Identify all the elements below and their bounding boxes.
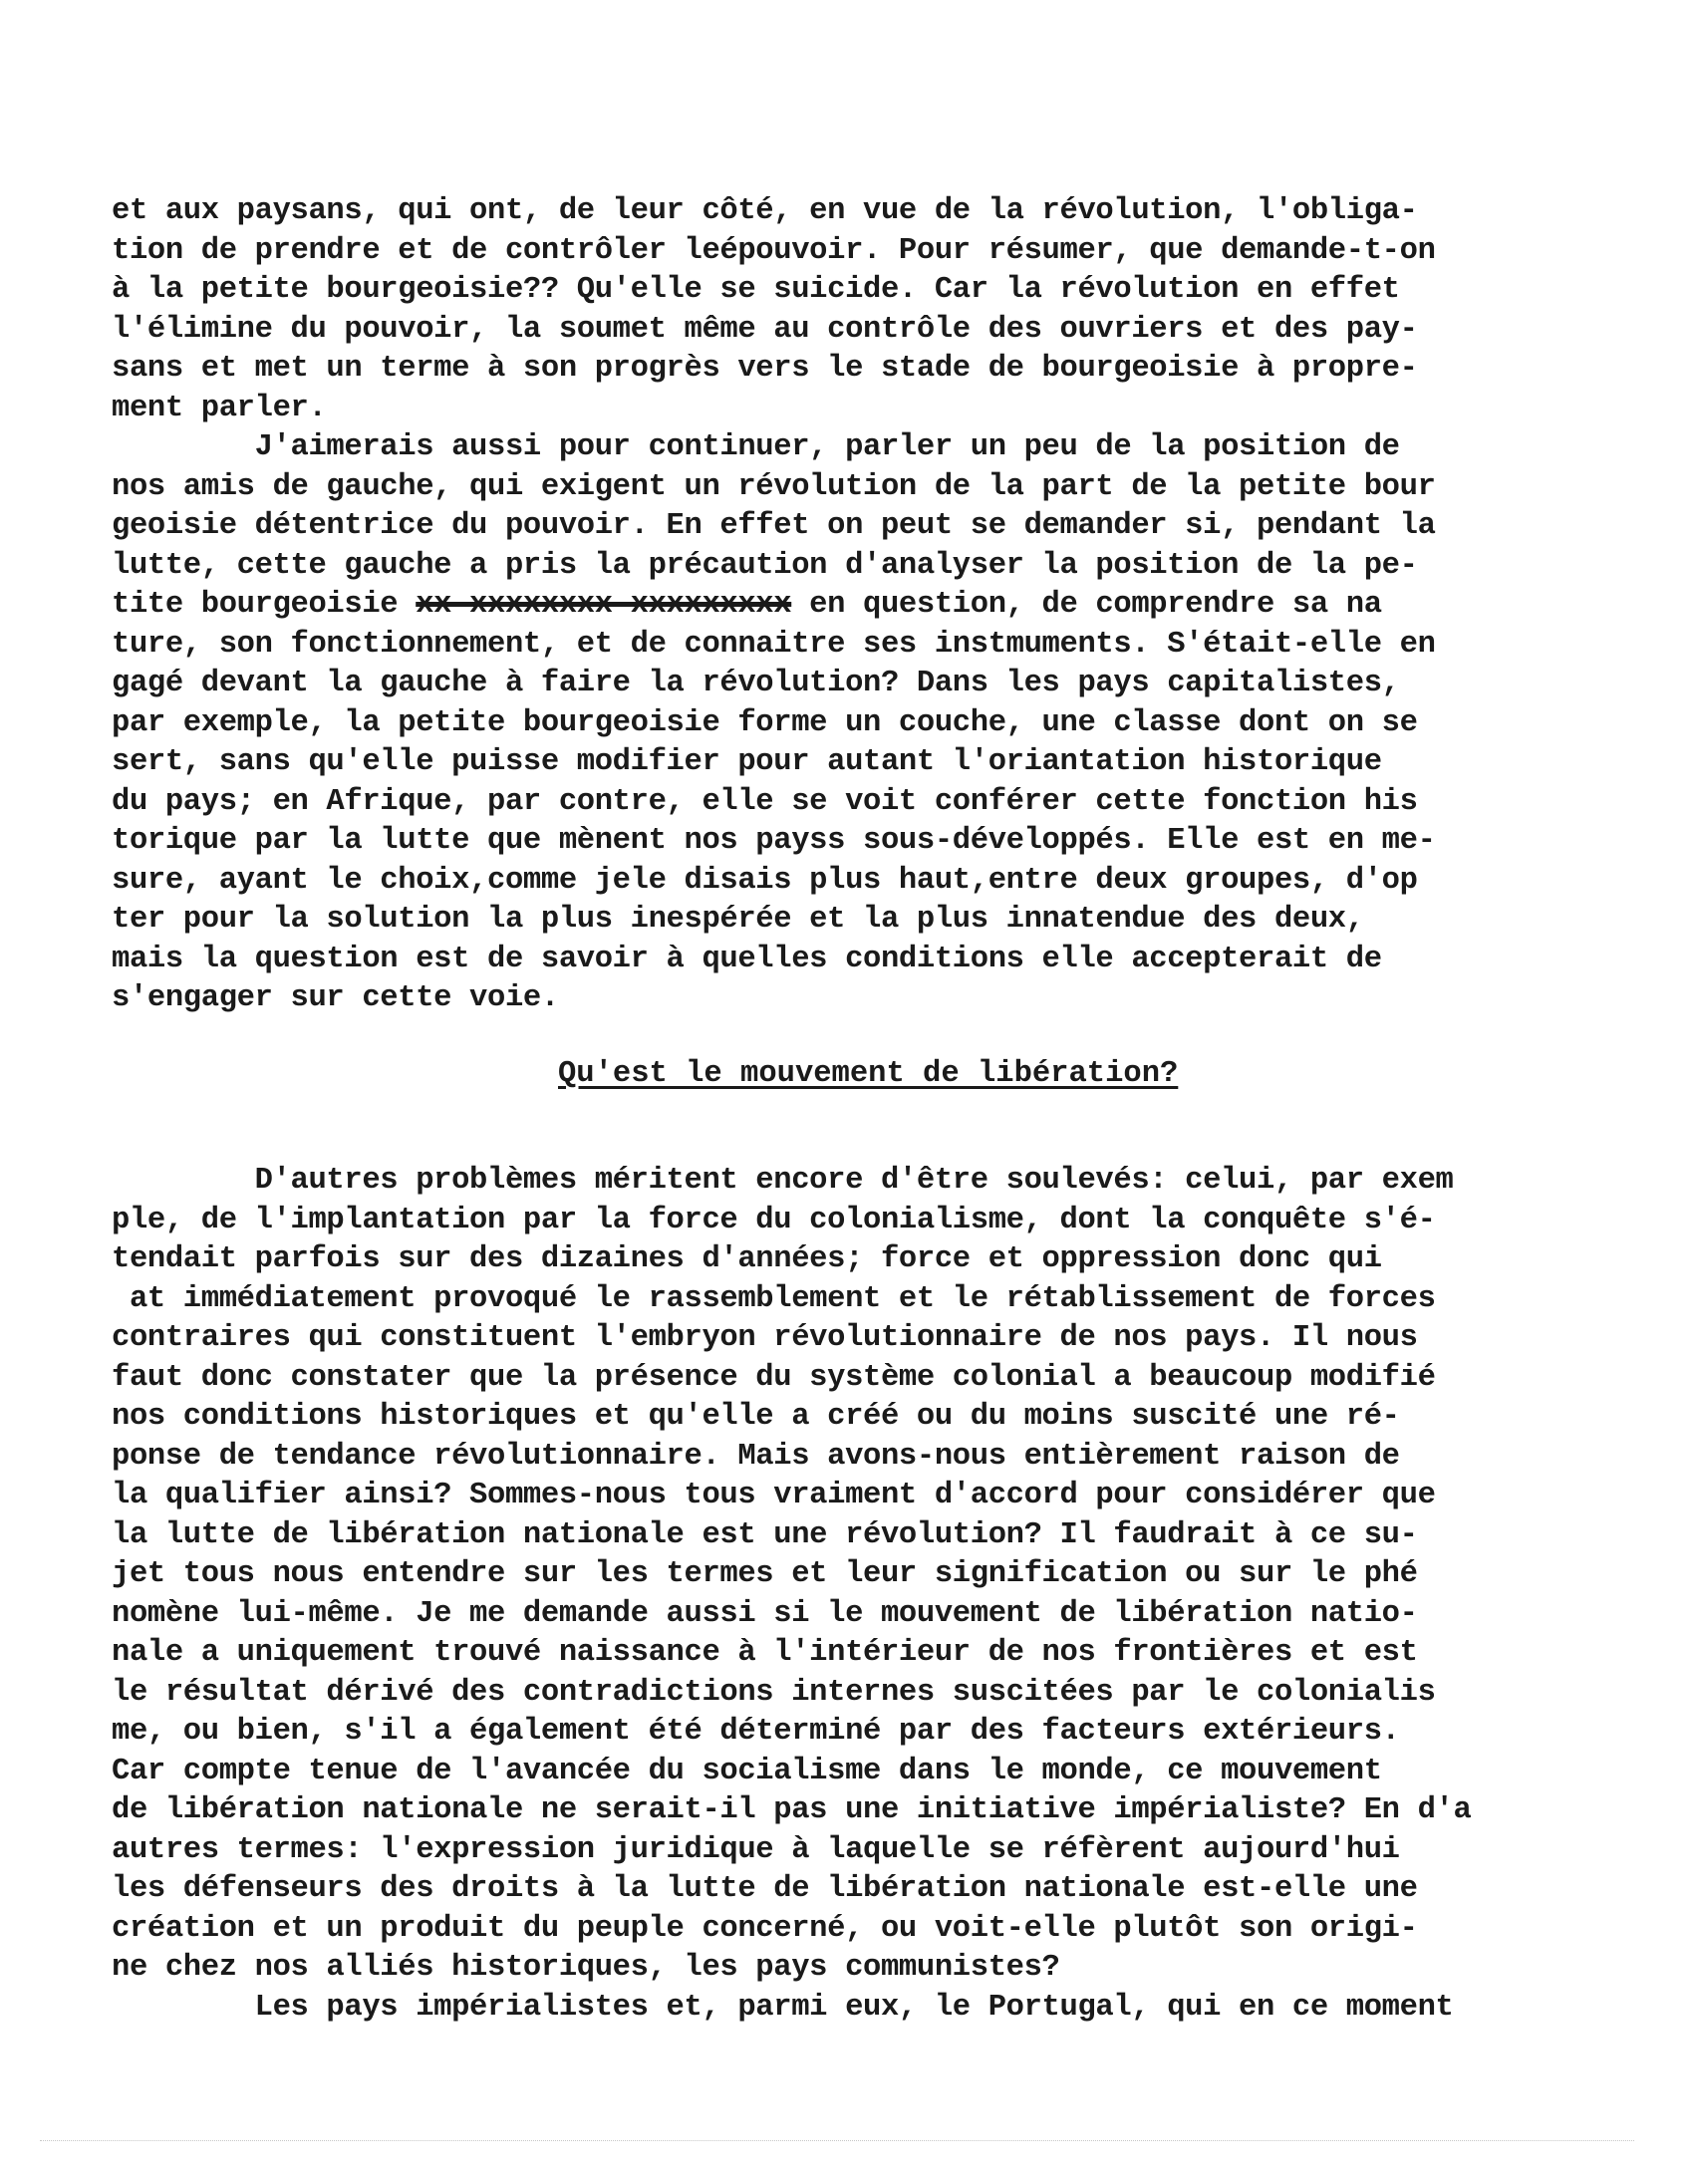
text-line: Les pays impérialistes et, parmi eux, le Portugal, qui en ce moment [112,1990,1454,2025]
text-line: la qualifier ainsi? Sommes-nous tous vraiment d'accord pour considérer que [112,1479,1436,1512]
text-line-start: tite bourgeoisie [112,588,399,622]
text-line: et aux paysans, qui ont, de leur côté, en vue de la révolution, l'obliga- [112,194,1418,228]
text-line: ment parler. [112,391,327,425]
section-heading: Qu'est le mouvement de libération? [558,1057,1179,1091]
text-line: mais la question est de savoir à quelles conditions elle accepterait de [112,942,1382,976]
struck-out-text: xx xxxxxxxx xxxxxxxxx [416,588,792,622]
text-line: création et un produit du peuple concerné, ou voit-elle plutôt son origi- [112,1911,1418,1946]
text-line: D'autres problèmes méritent encore d'être soulevés: celui, par exem [112,1164,1454,1198]
text-line-with-strikeout [112,586,1606,626]
text-line: du pays; en Afrique, par contre, elle se voit conférer cette fonction his [112,784,1418,819]
text-line: gagé devant la gauche à faire la révolution? Dans les pays capitalistes, [112,667,1400,700]
text-line: tendait parfois sur des dizaines d'années; force et oppression donc qui [112,1242,1382,1276]
text-line: faut donc constater que la présence du système colonial a beaucoup modifié [112,1360,1436,1395]
text-line: sans et met un terme à son progrès vers le stade de bourgeoisie à propre- [112,352,1418,386]
text-line: le résultat dérivé des contradictions internes suscitées par le colonialis [112,1675,1436,1710]
text-line: de libération nationale ne serait-il pas une initiative impérialiste? En d'a [112,1793,1472,1827]
text-line: lutte, cette gauche a pris la précaution d'analyser la position de la pe- [112,548,1418,583]
text-line: at immédiatement provoqué le rassemblement et le rétablissement de forces [112,1281,1436,1316]
text-line: ple, de l'implantation par la force du colonialisme, dont la conquête s'é- [112,1203,1436,1237]
scan-edge-marks [40,2140,1634,2143]
text-line: contraires qui constituent l'embryon révolutionnaire de nos pays. Il nous [112,1321,1418,1355]
text-line: geoisie détentrice du pouvoir. En effet on peut se demander si, pendant la [112,509,1436,543]
text-line: la lutte de libération nationale est une révolution? Il faudrait à ce su- [112,1517,1418,1552]
text-line: nomène lui-même. Je me demande aussi si le mouvement de libération natio- [112,1596,1418,1631]
text-block-bottom [112,1162,1606,2028]
text-line: me, ou bien, s'il a également été déterminé par des facteurs extérieurs. [112,1715,1400,1749]
text-line: ture, son fonctionnement, et de connaitre ses instmuments. S'était-elle en [112,627,1436,662]
text-line: Car compte tenue de l'avancée du socialisme dans le monde, ce mouvement [112,1754,1382,1788]
text-line: s'engager sur cette voie. [112,981,559,1015]
text-line: nale a uniquement trouvé naissance à l'intérieur de nos frontières et est [112,1636,1418,1670]
text-line: les défenseurs des droits à la lutte de libération nationale est-elle une [112,1872,1418,1906]
text-line: sure, ayant le choix,comme jele disais plus haut,entre deux groupes, d'op [112,863,1418,898]
text-line: ponse de tendance révolutionnaire. Mais avons-nous entièrement raison de [112,1439,1400,1474]
text-line: nos conditions historiques et qu'elle a créé ou du moins suscité une ré- [112,1400,1400,1434]
text-line: sert, sans qu'elle puisse modifier pour autant l'oriantation historique [112,745,1382,779]
text-block-top [112,192,1606,1019]
text-line: torique par la lutte que mènent nos payss sous-développés. Elle est en me- [112,824,1436,858]
text-line: par exemple, la petite bourgeoisie forme un couche, une classe dont on se [112,705,1418,740]
text-line: ne chez nos alliés historiques, les pays communistes? [112,1951,1060,1985]
text-line: à la petite bourgeoisie?? Qu'elle se suicide. Car la révolution en effet [112,273,1400,307]
text-line: l'élimine du pouvoir, la soumet même au contrôle des ouvriers et des pay- [112,312,1418,347]
text-line-end: en question, de comprendre sa na [791,588,1382,622]
text-line: J'aimerais aussi pour continuer, parler un peu de la position de [112,430,1400,464]
text-line: jet tous nous entendre sur les termes et leur signification ou sur le phé [112,1557,1418,1591]
text-line: nos amis de gauche, qui exigent un révolution de la part de la petite bour [112,469,1436,504]
text-line: autres termes: l'expression juridique à laquelle se réfèrent aujourd'hui [112,1832,1400,1867]
text-line: tion de prendre et de contrôler leépouvoir. Pour résumer, que demande-t-on [112,233,1436,268]
text-line: ter pour la solution la plus inespérée et la plus innatendue des deux, [112,903,1364,937]
